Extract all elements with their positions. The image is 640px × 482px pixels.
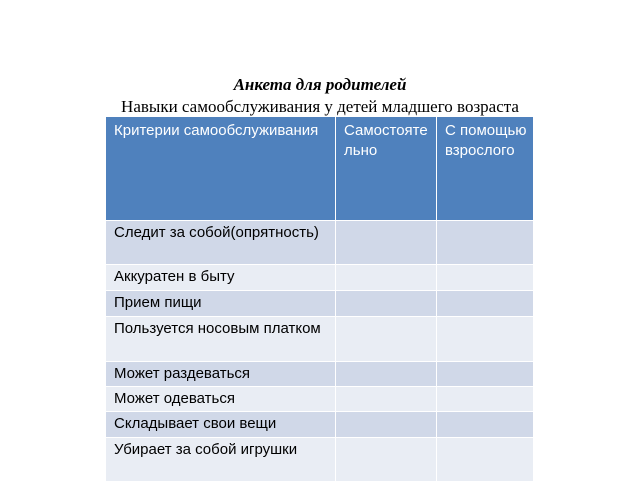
with-help-cell (437, 362, 534, 387)
survey-table (105, 116, 534, 482)
with-help-cell (437, 265, 534, 291)
table-row (106, 438, 534, 482)
criterion-cell: Может одеваться (106, 387, 336, 412)
document-subtitle: Навыки самообслуживания у детей младшего возраста (121, 97, 519, 116)
independent-cell (336, 412, 437, 438)
header-with-help: С помощью взрослого (437, 117, 534, 221)
criterion-cell: Может раздеваться (106, 362, 336, 387)
document-header (0, 74, 640, 117)
with-help-cell (437, 387, 534, 412)
with-help-cell (437, 291, 534, 317)
header-criteria: Критерии самообслуживания (106, 117, 336, 221)
criterion-cell: Прием пищи (106, 291, 336, 317)
independent-cell (336, 387, 437, 412)
criterion-cell: Следит за собой(опрятность) (106, 221, 336, 265)
with-help-cell (437, 438, 534, 482)
table-row (106, 291, 534, 317)
with-help-cell (437, 221, 534, 265)
independent-cell (336, 438, 437, 482)
table-row (106, 265, 534, 291)
table-header-row (106, 117, 534, 221)
independent-cell (336, 362, 437, 387)
table-row (106, 221, 534, 265)
table-row (106, 387, 534, 412)
criterion-cell: Складывает свои вещи (106, 412, 336, 438)
with-help-cell (437, 317, 534, 362)
independent-cell (336, 221, 437, 265)
criterion-cell: Пользуется носовым платком (106, 317, 336, 362)
independent-cell (336, 317, 437, 362)
independent-cell (336, 265, 437, 291)
document-title: Анкета для родителей (233, 75, 407, 94)
independent-cell (336, 291, 437, 317)
criterion-cell: Убирает за собой игрушки (106, 438, 336, 482)
table-row (106, 412, 534, 438)
criterion-cell: Аккуратен в быту (106, 265, 336, 291)
with-help-cell (437, 412, 534, 438)
table-row (106, 317, 534, 362)
table-row (106, 362, 534, 387)
header-independent: Самостоятельно (336, 117, 437, 221)
